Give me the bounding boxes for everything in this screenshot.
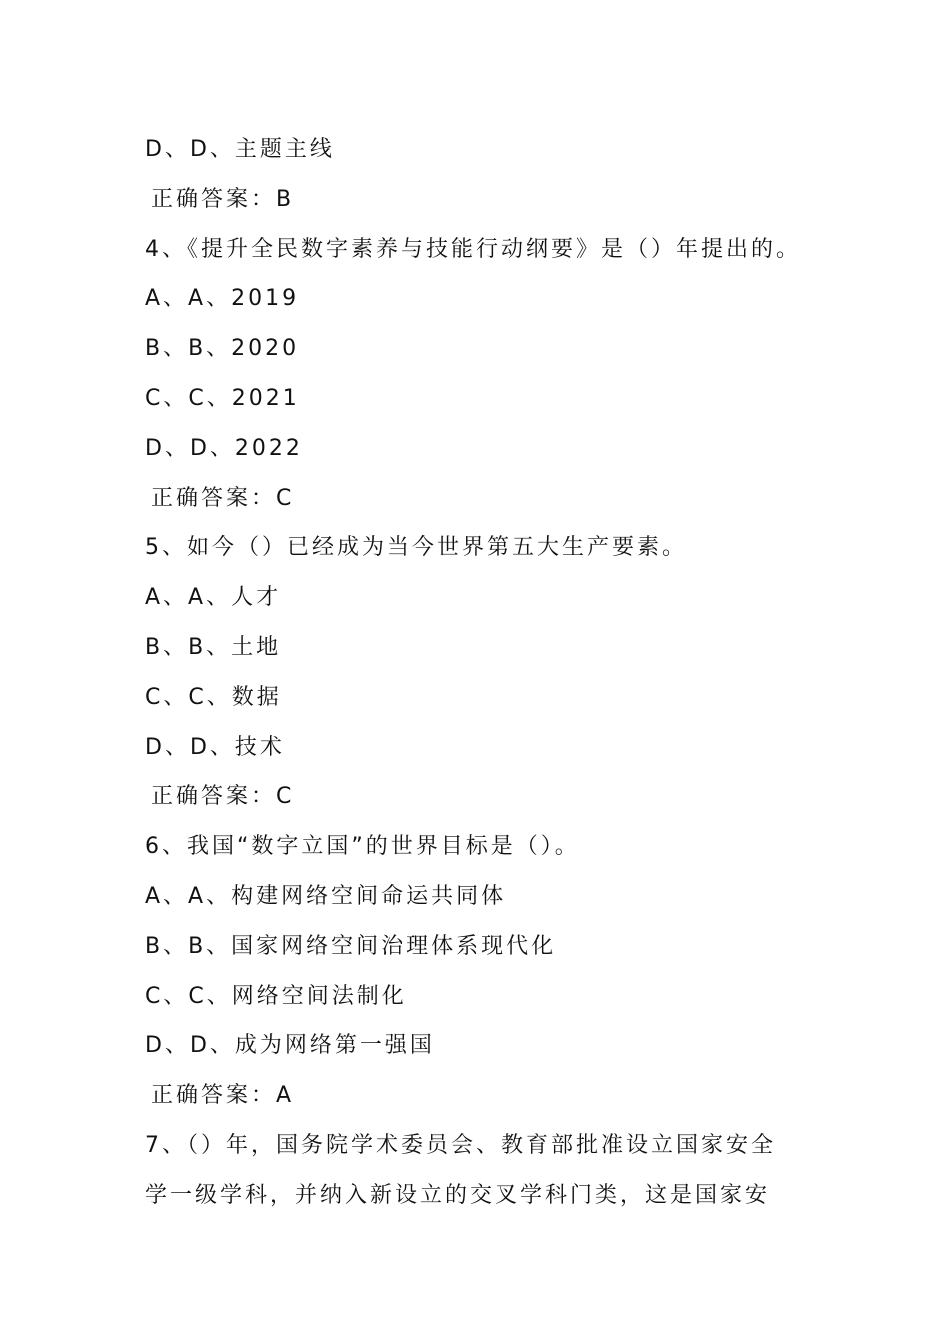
document-body (145, 125, 815, 1221)
option-line: D、D、技术 (145, 734, 285, 760)
option-line: A、A、构建网络空间命运共同体 (145, 883, 507, 909)
question-line: 6、我国“数字立国”的世界目标是（）。 (145, 834, 580, 860)
option-line: D、D、主题主线 (145, 137, 335, 162)
option-line: D、D、成为网络第一强国 (145, 1033, 435, 1059)
question-line: 7、（）年，国务院学术委员会、教育部批准设立国家安全 (145, 1132, 776, 1158)
question-continuation-line: 学一级学科，并纳入新设立的交叉学科门类，这是国家安 (145, 1182, 771, 1208)
answer-line: 正确答案：A (151, 1083, 295, 1109)
option-line: B、B、国家网络空间治理体系现代化 (145, 933, 557, 959)
option-line: B、B、2020 (145, 336, 300, 362)
answer-line: 正确答案：C (151, 485, 295, 511)
option-line: D、D、2022 (145, 435, 303, 461)
answer-line: 正确答案：C (151, 784, 295, 810)
question-line: 5、如今（）已经成为当今世界第五大生产要素。 (145, 535, 687, 561)
option-line: C、C、数据 (145, 684, 282, 710)
option-line: C、C、2021 (145, 385, 300, 411)
option-line: B、B、土地 (145, 634, 282, 660)
answer-line: 正确答案：B (151, 186, 295, 212)
question-line: 4、《提升全民数字素养与技能行动纲要》是（）年提出的。 (145, 236, 801, 262)
option-line: A、A、人才 (145, 585, 282, 611)
option-line: C、C、网络空间法制化 (145, 983, 407, 1009)
option-line: A、A、2019 (145, 286, 300, 312)
